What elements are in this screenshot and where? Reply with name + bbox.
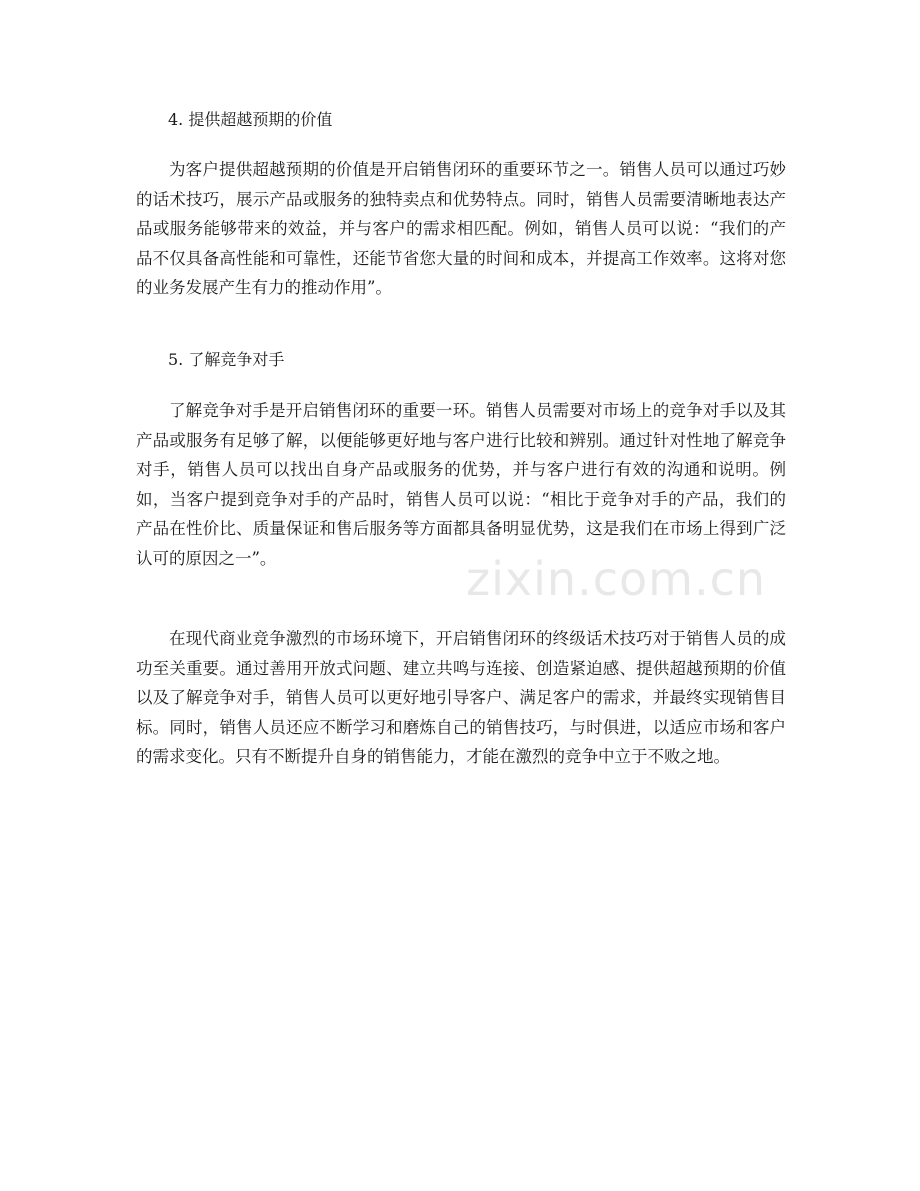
watermark: zixin.com.cn [466,552,767,606]
section-heading-5: 5. 了解竞争对手 [168,350,285,369]
section-paragraph-4: 为客户提供超越预期的价值是开启销售闭环的重要环节之一。销售人员可以通过巧妙的话术技巧，展示产品或服务的独特卖点和优势特点。同时，销售人员需要清晰地表达产品或服务能够带来的效益，并与客户的需求相匹配。例如，销售人员可以说：“我们的产品不仅具备高性能和可靠性，还能节省您大量的时间和成本，并提高工作效率。这将对您的业务发展产生有力的推动作用”。 [136,160,786,297]
section-paragraph-5: 了解竞争对手是开启销售闭环的重要一环。销售人员需要对市场上的竞争对手以及其产品或服务有足够了解，以便能够更好地与客户进行比较和辨别。通过针对性地了解竞争对手，销售人员可以找出自身产品或服务的优势，并与客户进行有效的沟通和说明。例如，当客户提到竞争对手的产品时，销售人员可以说：“相比于竞争对手的产品，我们的产品在性价比、质量保证和售后服务等方面都具备明显优势，这是我们在市场上得到广泛认可的原因之一”。 [136,401,786,568]
conclusion-paragraph: 在现代商业竞争激烈的市场环境下，开启销售闭环的终级话术技巧对于销售人员的成功至关重要。通过善用开放式问题、建立共鸣与连接、创造紧迫感、提供超越预期的价值以及了解竞争对手，销售人员可以更好地引导客户、满足客户的需求，并最终实现销售目标。同时，销售人员还应不断学习和磨炼自己的销售技巧，与时俱进，以适应市场和客户的需求变化。只有不断提升自身的销售能力，才能在激烈的竞争中立于不败之地。 [136,629,786,766]
section-heading-4: 4. 提供超越预期的价值 [168,110,333,129]
